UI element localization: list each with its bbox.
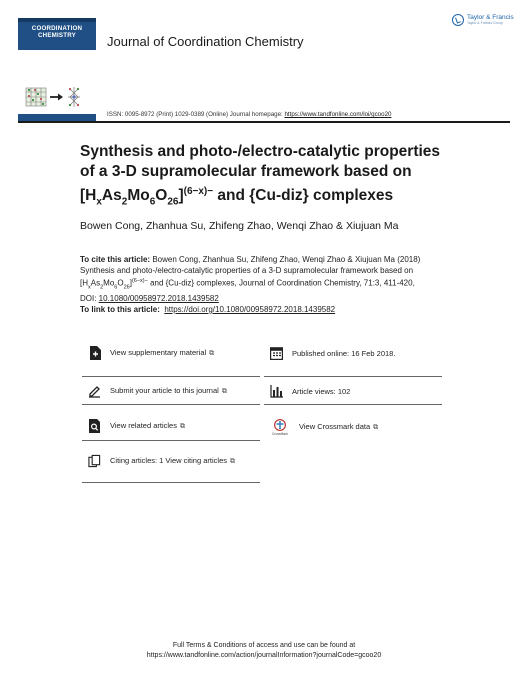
bar-chart-icon bbox=[270, 384, 283, 398]
journal-name[interactable]: Journal of Coordination Chemistry bbox=[107, 34, 304, 49]
divider bbox=[82, 440, 260, 441]
view-supplementary-material-link[interactable]: View supplementary material ⧉ bbox=[88, 346, 214, 360]
published-online-info: Published online: 16 Feb 2018. bbox=[270, 346, 395, 360]
file-plus-icon bbox=[88, 346, 101, 360]
link-label: To link to this article: bbox=[80, 305, 160, 314]
citation-doi-link[interactable]: 10.1080/00958972.2018.1439582 bbox=[98, 294, 219, 304]
taylor-francis-logo-icon bbox=[452, 14, 464, 26]
external-link-icon: ⧉ bbox=[373, 424, 379, 431]
external-link-icon: ⧉ bbox=[179, 423, 185, 430]
article-authors: Bowen Cong, Zhanhua Su, Zhifeng Zhao, Wenqi Zhao & Xiujuan Ma bbox=[80, 220, 399, 232]
article-title-formula-line: $[H_xAs_2Mo_6O_{26}]^{(6-x)-}$ and {Cu-diz} complexes bbox=[80, 186, 394, 208]
footer bbox=[0, 641, 528, 660]
divider bbox=[82, 376, 260, 377]
cover-header bbox=[18, 18, 96, 50]
search-document-icon bbox=[88, 419, 101, 433]
submit-article-link[interactable]: Submit your article to this journal ⧉ bbox=[88, 384, 227, 398]
footer-terms-link[interactable]: https://www.tandfonline.com/action/journalInformation?journalCode=gcoo20 bbox=[146, 651, 382, 659]
external-link-icon: ⧉ bbox=[230, 458, 235, 465]
article-views-info: Article views: 102 bbox=[270, 384, 350, 398]
article-doi-link[interactable]: https://doi.org/10.1080/00958972.2018.1439582 bbox=[164, 305, 336, 314]
view-related-articles-link[interactable]: View related articles ⧉ bbox=[88, 419, 185, 433]
footer-terms-text: Full Terms & Conditions of access and use can be found at bbox=[172, 642, 356, 649]
crossmark-logo-text: CrossMark bbox=[272, 431, 288, 436]
divider bbox=[82, 482, 260, 483]
copy-icon bbox=[88, 454, 101, 468]
publisher-name: Taylor & Francis bbox=[467, 14, 514, 21]
cover-title: COORDINATION CHEMISTRY bbox=[31, 25, 83, 39]
divider bbox=[264, 404, 442, 405]
header-divider bbox=[18, 121, 510, 123]
divider bbox=[264, 376, 442, 377]
publisher-tagline: Taylor & Francis Group bbox=[467, 21, 503, 25]
journal-cover[interactable] bbox=[18, 18, 96, 122]
citation-label: To cite this article: bbox=[80, 255, 151, 264]
issn-line bbox=[107, 111, 391, 118]
view-crossmark-link[interactable]: CrossMark View Crossmark data ⧉ bbox=[270, 417, 378, 437]
article-link-line bbox=[80, 305, 335, 314]
journal-homepage-link[interactable]: https://www.tandfonline.com/loi/gcoo20 bbox=[284, 111, 392, 118]
external-link-icon: ⧉ bbox=[221, 388, 227, 395]
publisher-logo[interactable] bbox=[452, 14, 514, 26]
cover-molecule-image bbox=[24, 84, 90, 110]
crossmark-icon bbox=[270, 417, 290, 437]
article-title: Synthesis and photo-/electro-catalytic properties of a 3-D supramolecular framework based on $[H_xAs_2Mo_6O_{26}]^{(6-x)-}$ and {Cu-diz} complexes bbox=[80, 142, 480, 212]
calendar-icon bbox=[270, 346, 283, 360]
pencil-icon bbox=[88, 384, 101, 398]
citation-block: To cite this article: Bowen Cong, Zhanhua Su, Zhifeng Zhao, Wenqi Zhao & Xiujuan Ma (2018) Synthesis and photo-/electro-catalytic properties of a 3-D supramolecular framework based on $[H_xAs_2Mo_6O_{26}]^{(6-x)-}$ and {Cu-diz} complexes, Journal of Coordination Chemistry, 71:3, 411-420, DOI: 10.1080/00958972.2018.1439582 bbox=[80, 255, 421, 304]
divider bbox=[82, 404, 260, 405]
external-link-icon: ⧉ bbox=[209, 350, 215, 357]
issn-text: ISSN: 0095-8972 (Print) 1029-0389 (Online) Journal homepage: bbox=[107, 111, 285, 118]
view-citing-articles-link[interactable]: Citing articles: 1 View citing articles ⧉ bbox=[88, 454, 235, 468]
